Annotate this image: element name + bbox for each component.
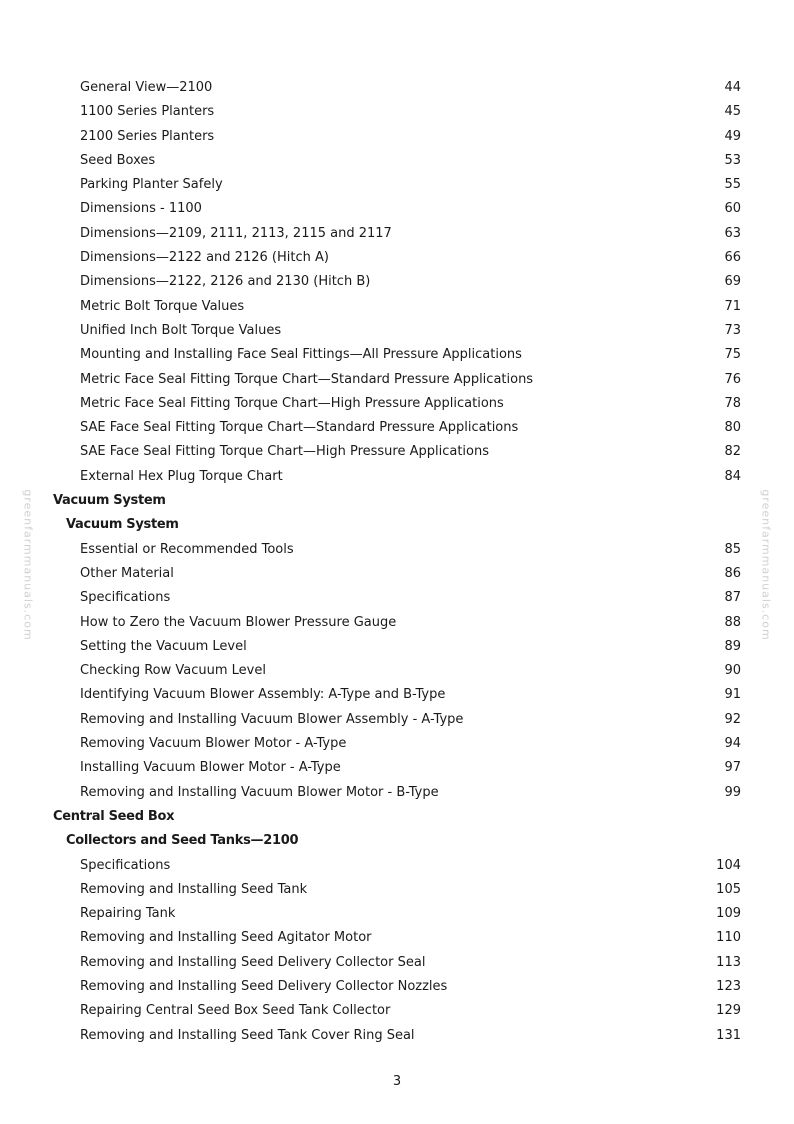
toc-entry-title: Repairing Central Seed Box Seed Tank Collector <box>80 1003 391 1019</box>
toc-entry-title: Unified Inch Bolt Torque Values <box>80 322 282 338</box>
toc-entry-page: 71 <box>724 298 741 314</box>
toc-entry-page: 86 <box>724 565 741 581</box>
toc-entry-page: 89 <box>724 638 741 654</box>
toc-entry[interactable] <box>0 902 794 926</box>
toc-entry-page: 69 <box>724 274 741 290</box>
toc-entry-page: 49 <box>724 128 741 144</box>
toc-entry-title: Metric Face Seal Fitting Torque Chart—Standard Pressure Applications <box>80 371 534 387</box>
toc-entry-title: Setting the Vacuum Level <box>80 638 247 654</box>
toc-section-heading <box>0 489 794 513</box>
toc-entry[interactable] <box>0 222 794 246</box>
toc-entry[interactable] <box>0 295 794 319</box>
toc-entry[interactable] <box>0 246 794 270</box>
toc-entry-page: 131 <box>716 1027 741 1043</box>
toc-entry[interactable] <box>0 926 794 950</box>
toc-entry-title: Identifying Vacuum Blower Assembly: A-Type and B-Type <box>80 687 446 703</box>
toc-entry-title: Collectors and Seed Tanks—2100 <box>66 833 299 849</box>
toc-entry-title: Removing and Installing Seed Agitator Motor <box>80 930 372 946</box>
toc-section-heading <box>0 805 794 829</box>
toc-entry-title: Removing and Installing Seed Delivery Collector Nozzles <box>80 978 448 994</box>
toc-entry-page: 85 <box>724 541 741 557</box>
watermark-right: greenfarmmanuals.com <box>759 489 773 641</box>
toc-entry-title: Mounting and Installing Face Seal Fittings—All Pressure Applications <box>80 347 522 363</box>
toc-entry[interactable] <box>0 319 794 343</box>
toc-entry-page: 110 <box>716 930 741 946</box>
toc-entry-page: 99 <box>724 784 741 800</box>
toc-entry-title: Repairing Tank <box>80 906 176 922</box>
toc-entry[interactable] <box>0 270 794 294</box>
toc-entry[interactable] <box>0 732 794 756</box>
toc-entry-title: External Hex Plug Torque Chart <box>80 468 283 484</box>
toc-entry-title: Vacuum System <box>66 517 179 533</box>
toc-entry-page: 104 <box>716 857 741 873</box>
toc-entry-title: Essential or Recommended Tools <box>80 541 294 557</box>
toc-entry-page: 113 <box>716 954 741 970</box>
toc-entry[interactable] <box>0 465 794 489</box>
toc-entry-title: Specifications <box>80 857 171 873</box>
toc-entry-page: 53 <box>724 152 741 168</box>
toc-entry[interactable] <box>0 854 794 878</box>
toc-entry[interactable] <box>0 125 794 149</box>
toc-entry[interactable] <box>0 999 794 1023</box>
toc-entry-page: 94 <box>724 736 741 752</box>
toc-entry[interactable] <box>0 975 794 999</box>
toc-entry-title: Central Seed Box <box>53 808 175 824</box>
toc-entry-page: 44 <box>724 80 741 95</box>
watermark-left: greenfarmmanuals.com <box>21 489 35 641</box>
toc-entry-title: Seed Boxes <box>80 152 156 168</box>
toc-entry-page: 78 <box>724 395 741 411</box>
toc-entry-title: Metric Face Seal Fitting Torque Chart—High Pressure Applications <box>80 395 504 411</box>
toc-entry-title: Checking Row Vacuum Level <box>80 663 266 679</box>
toc-entry[interactable] <box>0 683 794 707</box>
toc-entry-title: Removing and Installing Seed Delivery Collector Seal <box>80 954 426 970</box>
toc-entry[interactable] <box>0 392 794 416</box>
toc-entry[interactable] <box>0 1024 794 1048</box>
toc-subsection-heading <box>0 513 794 537</box>
toc-entry-title: 1100 Series Planters <box>80 104 215 120</box>
toc-entry-title: Other Material <box>80 565 174 581</box>
toc-entry-title: Parking Planter Safely <box>80 177 223 193</box>
toc-entry-title: Removing Vacuum Blower Motor - A-Type <box>80 736 347 752</box>
toc-entry-title: Dimensions - 1100 <box>80 201 202 217</box>
toc-entry-page: 55 <box>724 177 741 193</box>
toc-entry-page: 75 <box>724 347 741 363</box>
toc-entry[interactable] <box>0 781 794 805</box>
toc-entry-title: SAE Face Seal Fitting Torque Chart—Standard Pressure Applications <box>80 420 519 436</box>
toc-entry[interactable] <box>0 197 794 221</box>
toc-entry-page: 97 <box>724 760 741 776</box>
toc-entry-page: 80 <box>724 420 741 436</box>
toc-entry-title: Dimensions—2122 and 2126 (Hitch A) <box>80 250 329 266</box>
table-of-contents <box>0 76 794 1048</box>
toc-entry-page: 88 <box>724 614 741 630</box>
toc-entry[interactable] <box>0 659 794 683</box>
toc-entry-page: 66 <box>724 250 741 266</box>
toc-entry-page: 60 <box>724 201 741 217</box>
toc-entry[interactable] <box>0 416 794 440</box>
toc-entry-title: How to Zero the Vacuum Blower Pressure Gauge <box>80 614 397 630</box>
toc-entry[interactable] <box>0 635 794 659</box>
toc-entry-title: Dimensions—2122, 2126 and 2130 (Hitch B) <box>80 274 371 290</box>
toc-entry-title: Installing Vacuum Blower Motor - A-Type <box>80 760 341 776</box>
toc-entry[interactable] <box>0 878 794 902</box>
toc-entry[interactable] <box>0 538 794 562</box>
toc-entry-page: 45 <box>724 104 741 120</box>
toc-entry-title: Vacuum System <box>53 493 166 509</box>
toc-entry-title: SAE Face Seal Fitting Torque Chart—High Pressure Applications <box>80 444 490 460</box>
toc-entry-title: Removing and Installing Seed Tank Cover Ring Seal <box>80 1027 415 1043</box>
toc-entry[interactable] <box>0 562 794 586</box>
toc-entry-page: 92 <box>724 711 741 727</box>
toc-entry-title: 2100 Series Planters <box>80 128 215 144</box>
toc-entry-title: Specifications <box>80 590 171 606</box>
toc-entry[interactable] <box>0 368 794 392</box>
page-number: 3 <box>392 1074 402 1089</box>
toc-entry-page: 73 <box>724 322 741 338</box>
toc-entry[interactable] <box>0 173 794 197</box>
toc-entry[interactable] <box>0 951 794 975</box>
toc-entry[interactable] <box>0 708 794 732</box>
toc-entry-page: 87 <box>724 590 741 606</box>
toc-subsection-heading <box>0 829 794 853</box>
toc-entry-page: 109 <box>716 906 741 922</box>
toc-entry[interactable] <box>0 100 794 124</box>
toc-entry-page: 82 <box>724 444 741 460</box>
toc-entry[interactable] <box>0 343 794 367</box>
toc-entry-page: 91 <box>724 687 741 703</box>
toc-entry-page: 129 <box>716 1003 741 1019</box>
toc-entry-title: Dimensions—2109, 2111, 2113, 2115 and 2117 <box>80 225 392 241</box>
toc-entry-page: 84 <box>724 468 741 484</box>
toc-entry-page: 105 <box>716 881 741 897</box>
toc-entry-page: 90 <box>724 663 741 679</box>
toc-entry-title: Removing and Installing Vacuum Blower Motor - B-Type <box>80 784 439 800</box>
toc-entry[interactable] <box>0 586 794 610</box>
toc-entry-page: 76 <box>724 371 741 387</box>
toc-entry[interactable] <box>0 611 794 635</box>
toc-entry-title: Metric Bolt Torque Values <box>80 298 245 314</box>
toc-entry-title: Removing and Installing Seed Tank <box>80 881 308 897</box>
toc-entry[interactable] <box>0 440 794 464</box>
toc-entry-title: General View—2100 <box>80 80 213 95</box>
toc-entry[interactable] <box>0 149 794 173</box>
toc-entry[interactable] <box>0 756 794 780</box>
toc-entry-page: 63 <box>724 225 741 241</box>
toc-entry[interactable] <box>0 76 794 100</box>
toc-entry-page: 123 <box>716 978 741 994</box>
toc-entry-title: Removing and Installing Vacuum Blower Assembly - A-Type <box>80 711 464 727</box>
